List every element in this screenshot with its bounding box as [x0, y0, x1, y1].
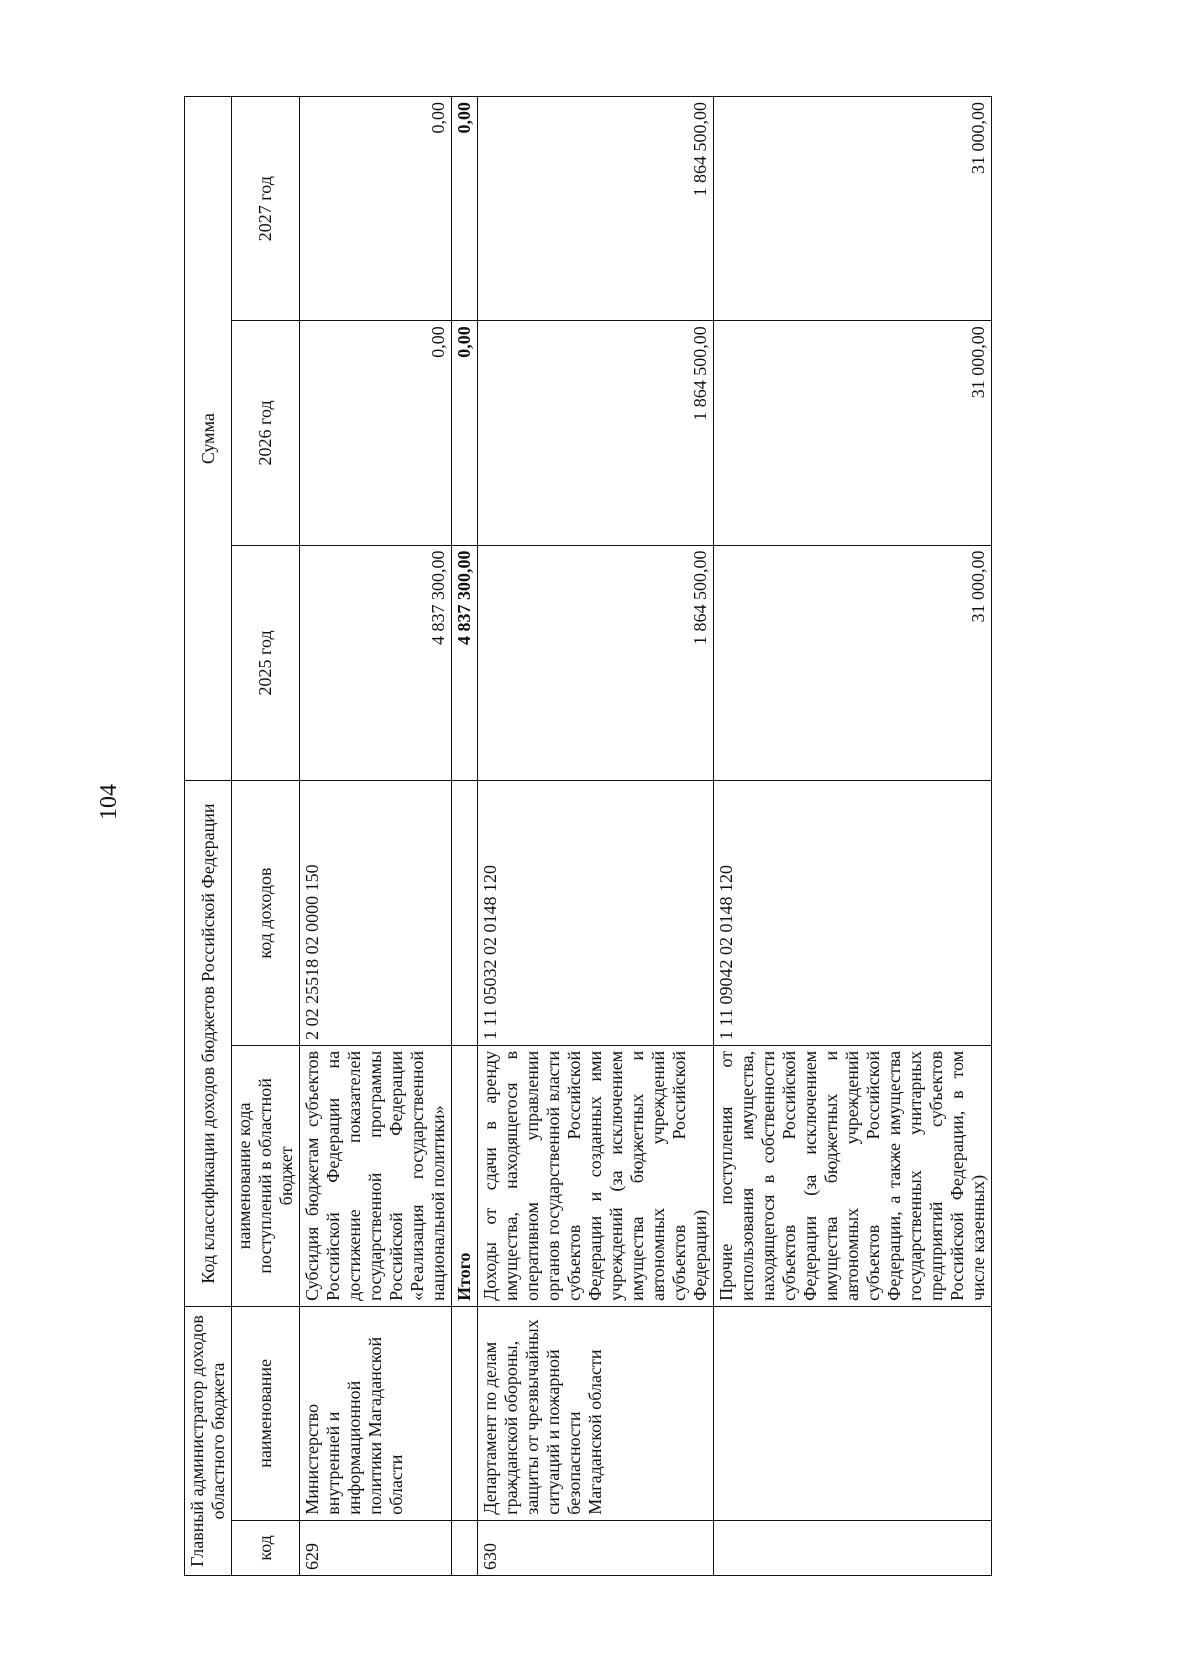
total-2025-cell: 4 837 300,00: [452, 545, 478, 781]
header-col-code: код: [232, 1520, 300, 1575]
admin-name-cell: Министерство внутренней и информационной политики Магаданской области: [300, 1306, 452, 1520]
table-row: [478, 97, 714, 1576]
income-name-cell: Доходы от сдачи в аренду имущества, находящегося в оперативном управлении органов государственной власти субъектов Российской Федерации и созданных ими учреждений (за исключением имущества бюджетных и автономных учреждений субъектов Российской Федерации): [478, 1045, 714, 1306]
amount-2027-cell: 0,00: [300, 97, 452, 321]
header-col-income-name: наименование кода поступлений в областной бюджет: [232, 1045, 300, 1306]
table-row: [714, 97, 992, 1576]
table-row: [300, 97, 452, 1576]
income-classification-table: [184, 96, 992, 1576]
admin-name-cell: [714, 1306, 992, 1520]
admin-code-cell: 630: [478, 1520, 714, 1575]
amount-2025-cell: 1 864 500,00: [478, 545, 714, 781]
header-col-2027: 2027 год: [232, 97, 300, 321]
income-name-cell: Прочие поступления от использования имущества, находящегося в собственности субъектов Российской Федерации (за исключением имущества бюджетных и автономных учреждений субъектов Российской Федерации, а также имущества государственных унитарных предприятий субъектов Российской Федерации, в том числе казенных): [714, 1045, 992, 1306]
page-number: 104: [96, 784, 122, 820]
header-col-2025: 2025 год: [232, 545, 300, 781]
amount-2026-cell: 0,00: [300, 321, 452, 545]
amount-2027-cell: 31 000,00: [714, 97, 992, 321]
amount-2026-cell: 31 000,00: [714, 321, 992, 545]
total-2027-cell: 0,00: [452, 97, 478, 321]
table-body: [300, 97, 992, 1576]
admin-code-cell: [714, 1520, 992, 1575]
admin-name-cell: Департамент по делам гражданской обороны, защиты от чрезвычайных ситуаций и пожарной безопасности Магаданской области: [478, 1306, 714, 1520]
income-code-cell: 1 11 09042 02 0148 120: [714, 781, 992, 1046]
amount-2025-cell: 31 000,00: [714, 545, 992, 781]
header-col-income-code: код доходов: [232, 781, 300, 1046]
header-admin-group: Главный администратор доходов областного бюджета: [185, 1306, 232, 1575]
admin-code-cell: 629: [300, 1520, 452, 1575]
amount-2026-cell: 1 864 500,00: [478, 321, 714, 545]
admin-name-cell: [452, 1306, 478, 1520]
header-col-name: наименование: [232, 1306, 300, 1520]
amount-2025-cell: 4 837 300,00: [300, 545, 452, 781]
total-label-cell: Итого: [452, 1045, 478, 1306]
income-name-cell: Субсидия бюджетам субъектов Российской Федерации на достижение показателей государственной программы Российской Федерации «Реализация государственной национальной политики»: [300, 1045, 452, 1306]
header-sum-group: Сумма: [185, 97, 232, 781]
header-col-2026: 2026 год: [232, 321, 300, 545]
income-code-cell: 2 02 25518 02 0000 150: [300, 781, 452, 1046]
rotated-table-container: [184, 96, 1060, 1576]
income-code-cell: [452, 781, 478, 1046]
amount-2027-cell: 1 864 500,00: [478, 97, 714, 321]
header-classification-group: Код классификации доходов бюджетов Российской Федерации: [185, 781, 232, 1307]
admin-code-cell: [452, 1520, 478, 1575]
total-2026-cell: 0,00: [452, 321, 478, 545]
income-code-cell: 1 11 05032 02 0148 120: [478, 781, 714, 1046]
table-row-total: [452, 97, 478, 1576]
table-header: [185, 97, 300, 1576]
